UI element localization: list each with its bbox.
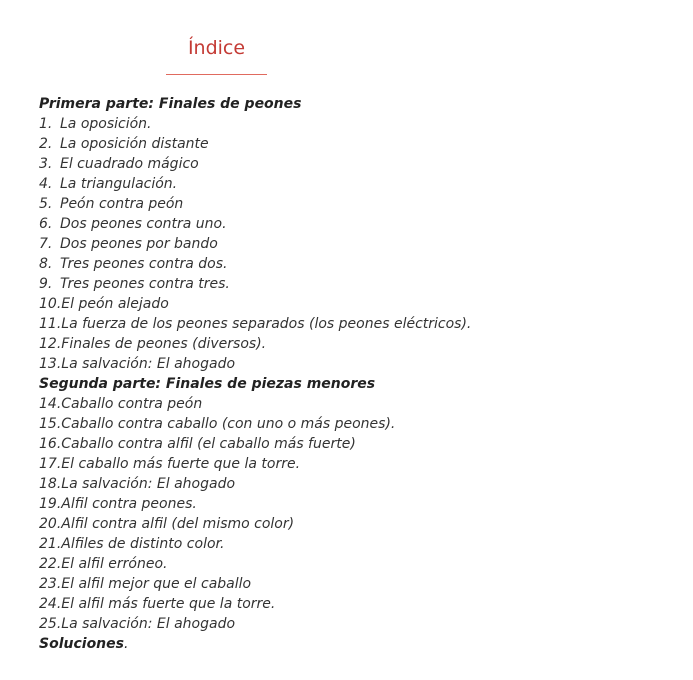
toc-entry-number: 14. [39,396,62,412]
toc-entry-title: Alfiles de distinto color. [61,536,225,552]
toc-entry-title: Alfil contra alfil (del mismo color) [61,516,295,532]
toc-entry-title: La salvación: El ahogado [61,476,236,492]
toc-entry[interactable] [39,574,471,594]
toc-entry[interactable] [39,114,471,134]
toc-entry[interactable] [39,354,471,374]
toc-entry-title: Alfil contra peones. [61,496,197,512]
toc-entry[interactable] [39,474,471,494]
toc-entry[interactable] [39,154,471,174]
toc-entry-number: 17. [39,456,62,472]
toc-entry-number: 5. [39,196,53,212]
toc-entry-title: Caballo contra alfil (el caballo más fuerte) [61,436,356,452]
toc-solutions-entry[interactable] [39,634,471,654]
toc-entry-number: 25. [39,616,62,632]
toc-entry-number: 21. [39,536,62,552]
toc-entry[interactable] [39,174,471,194]
toc-entry-title: El cuadrado mágico [60,156,199,172]
toc-entry-number: 10. [39,296,62,312]
toc-entry-number: 22. [39,556,62,572]
toc-entry-number: 15. [39,416,62,432]
toc-entry[interactable] [39,294,471,314]
toc-entry-number: 13. [39,356,62,372]
toc-entry[interactable] [39,454,471,474]
toc-entry[interactable] [39,334,471,354]
toc-section-heading[interactable]: Primera parte: Finales de peones [39,96,302,112]
toc-entry-title: El alfil más fuerte que la torre. [61,596,276,612]
toc-entry[interactable] [39,194,471,214]
toc-entry-number: 1. [39,116,53,132]
toc-entry[interactable] [39,494,471,514]
toc-entry-number: 2. [39,136,53,152]
toc-entry[interactable] [39,254,471,274]
toc-entry-title: Finales de peones (diversos). [61,336,267,352]
toc-entry[interactable] [39,414,471,434]
toc-entry-title: El alfil erróneo. [61,556,168,572]
toc-entry-title: La oposición. [60,116,152,132]
toc-entry-title: Tres peones contra dos. [60,256,228,272]
toc-entry-title: La salvación: El ahogado [61,356,236,372]
toc-entry-number: 3. [39,156,53,172]
toc-entry-title: Dos peones contra uno. [60,216,227,232]
toc-solutions-label: Soluciones [39,636,124,652]
toc-entry[interactable] [39,234,471,254]
toc-solutions-period: . [123,636,129,652]
toc-entry-number: 9. [39,276,53,292]
table-of-contents [39,94,471,654]
toc-entry-title: La salvación: El ahogado [61,616,236,632]
toc-entry[interactable] [39,514,471,534]
toc-entry-number: 11. [39,316,62,332]
page-title: Índice [187,37,246,59]
toc-entry[interactable] [39,614,471,634]
toc-section-heading[interactable]: Segunda parte: Finales de piezas menores [39,376,376,392]
toc-entry-number: 23. [39,576,62,592]
title-underline [166,74,267,75]
toc-entry-number: 20. [39,516,62,532]
toc-entry[interactable] [39,534,471,554]
toc-entry-title: El caballo más fuerte que la torre. [61,456,301,472]
toc-entry-title: La triangulación. [60,176,178,192]
toc-entry-number: 19. [39,496,62,512]
toc-entry-number: 12. [39,336,62,352]
toc-entry-number: 8. [39,256,53,272]
toc-entry[interactable] [39,274,471,294]
toc-entry-title: La fuerza de los peones separados (los peones eléctricos). [61,316,472,332]
toc-entry-number: 6. [39,216,53,232]
toc-entry-number: 16. [39,436,62,452]
toc-entry-title: Caballo contra caballo (con uno o más peones). [61,416,396,432]
toc-entry-title: Peón contra peón [60,196,184,212]
toc-entry[interactable] [39,134,471,154]
toc-entry-title: La oposición distante [60,136,209,152]
toc-entry-title: Caballo contra peón [61,396,203,412]
toc-entry[interactable] [39,434,471,454]
toc-entry[interactable] [39,394,471,414]
toc-entry[interactable] [39,554,471,574]
toc-entry-title: Tres peones contra tres. [60,276,230,292]
toc-entry-title: El peón alejado [61,296,169,312]
toc-entry[interactable] [39,214,471,234]
toc-entry-title: Dos peones por bando [60,236,218,252]
toc-entry[interactable] [39,594,471,614]
toc-entry-number: 18. [39,476,62,492]
toc-entry[interactable] [39,314,471,334]
toc-entry-number: 7. [39,236,53,252]
toc-entry-number: 24. [39,596,62,612]
toc-entry-title: El alfil mejor que el caballo [61,576,252,592]
toc-entry-number: 4. [39,176,53,192]
